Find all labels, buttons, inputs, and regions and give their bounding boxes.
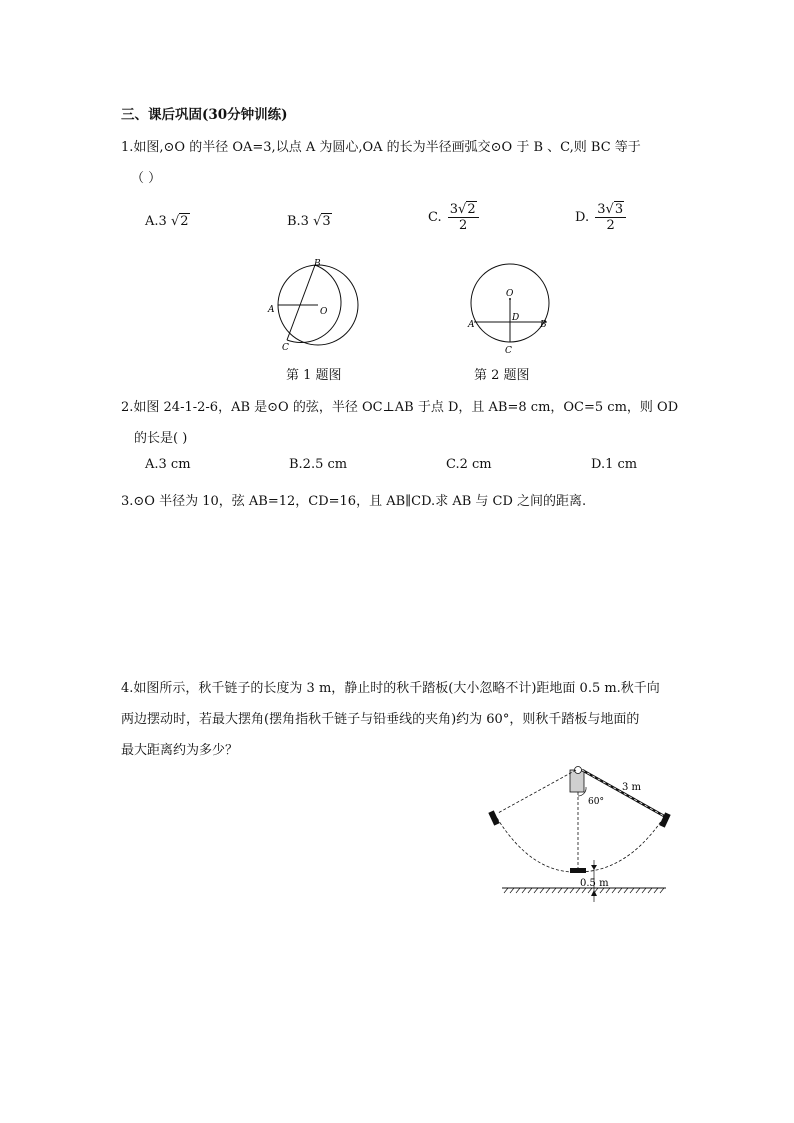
figure-1-diagram	[262, 256, 372, 356]
swing-arc	[497, 818, 662, 872]
label-o: O	[506, 289, 514, 299]
q2-option-d[interactable]: D.1 cm	[591, 457, 638, 472]
arrow-down-icon	[591, 865, 597, 870]
q1-option-c-label: C.	[428, 210, 442, 225]
arc-centered-a	[287, 265, 341, 343]
fraction-numerator: 3√3	[595, 202, 626, 218]
angle-label: 60°	[588, 797, 604, 807]
q2-stem-line1: 2.如图 24-1-2-6，AB 是⊙O 的弦，半径 OC⊥AB 于点 D，且 AB=8 cm，OC=5 cm，则 OD	[121, 400, 679, 415]
q1-option-a-radicand: 2	[180, 214, 189, 229]
rest-seat	[570, 868, 586, 873]
numerator-radicand: 2	[467, 202, 476, 217]
figure-1-caption: 第 1 题图	[286, 368, 342, 383]
label-o: O	[320, 307, 328, 317]
numerator-coef: 3	[449, 202, 459, 217]
swing-diagram	[480, 756, 680, 906]
label-c: C	[282, 343, 289, 353]
chord-bc	[287, 265, 315, 340]
label-b: B	[314, 259, 321, 269]
left-dashed-chain	[498, 770, 576, 813]
q2-stem-line2: 的长是( )	[134, 431, 188, 446]
fraction-denominator: 2	[459, 218, 468, 233]
section-title: 三、课后巩固(30分钟训练)	[121, 107, 288, 123]
q1-option-b[interactable]	[287, 214, 332, 229]
q1-option-b-radicand: 3	[322, 214, 331, 229]
q4-line1: 4.如图所示，秋千链子的长度为 3 m，静止时的秋千踏板(大小忽略不计)距地面 0.5 m.秋千向	[121, 681, 660, 696]
q1-option-b-label: B.3	[287, 214, 309, 229]
q1-option-a[interactable]	[145, 214, 190, 229]
q1-stem-line2: （ ）	[131, 171, 162, 186]
label-a: A	[268, 305, 275, 315]
q2-option-b[interactable]: B.2.5 cm	[289, 457, 348, 472]
numerator-radicand: 3	[614, 202, 624, 217]
numerator-coef: 3	[597, 202, 606, 217]
label-c: C	[505, 346, 512, 356]
q1-stem-line1: 1.如图,⊙O 的半径 OA=3,以点 A 为圆心,OA 的长为半径画弧交⊙O 于 B 、C,则 BC 等于	[121, 140, 641, 155]
chain-length-label: 3 m	[622, 782, 642, 793]
figure-2-diagram	[462, 256, 562, 356]
figure-2-caption: 第 2 题图	[474, 368, 530, 383]
q1-option-d-label: D.	[575, 210, 590, 225]
q1-option-c-fraction	[448, 202, 479, 233]
q1-option-d[interactable]	[575, 202, 626, 233]
q4-line3: 最大距离约为多少？	[121, 743, 239, 758]
height-label: 0.5 m	[580, 878, 609, 889]
label-b: B	[540, 320, 547, 330]
q2-option-a[interactable]: A.3 cm	[145, 457, 191, 472]
label-a: A	[468, 320, 475, 330]
q4-line2: 两边摆动时，若最大摆角(摆角指秋千链子与铅垂线的夹角)约为 60°，则秋千踏板与地面的	[121, 712, 640, 727]
left-seat	[488, 810, 499, 825]
sqrt-sign: √	[170, 214, 180, 229]
q1-option-a-label: A.3	[145, 214, 167, 229]
fraction-denominator: 2	[606, 218, 615, 233]
sqrt-sign: √	[313, 214, 322, 229]
q3-stem: 3.⊙O 半径为 10，弦 AB=12，CD=16，且 AB∥CD.求 AB 与 CD 之间的距离.	[121, 494, 587, 509]
q1-option-d-fraction	[595, 202, 626, 233]
label-d: D	[512, 313, 520, 323]
q1-option-c[interactable]	[428, 202, 479, 233]
q2-option-c[interactable]: C.2 cm	[446, 457, 492, 472]
fraction-numerator: 3√2	[448, 202, 479, 218]
